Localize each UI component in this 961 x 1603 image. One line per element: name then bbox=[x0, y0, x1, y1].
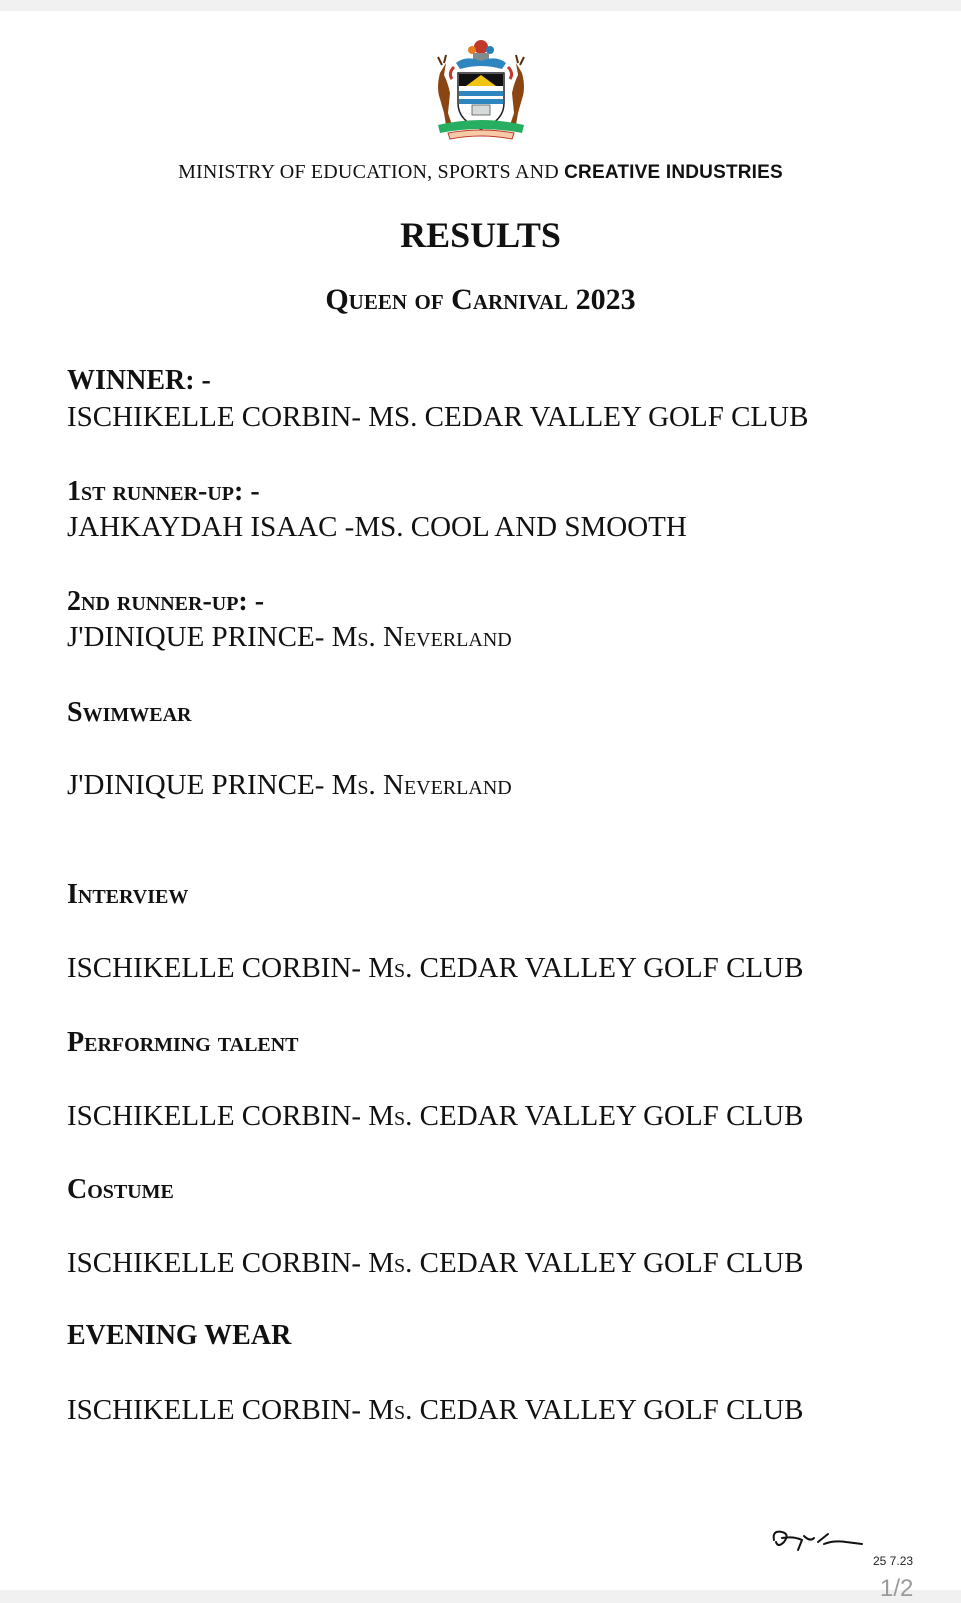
first-runner-up-heading: 1st runner-up: - bbox=[67, 476, 260, 507]
page-indicator: 1/2 bbox=[880, 1575, 914, 1602]
page-subtitle: Queen of Carnival 2023 bbox=[325, 283, 636, 316]
evening-wear-name: ISCHIKELLE CORBIN- Ms. CEDAR VALLEY GOLF CLUB bbox=[67, 1394, 804, 1426]
second-runner-up-name: J'DINIQUE PRINCE- Ms. Neverland bbox=[67, 621, 512, 653]
ministry-name-regular: MINISTRY OF EDUCATION, SPORTS AND bbox=[178, 161, 565, 183]
swimwear-heading: Swimwear bbox=[67, 697, 192, 728]
swimwear-name: J'DINIQUE PRINCE- Ms. Neverland bbox=[67, 769, 512, 801]
ministry-name bbox=[0, 161, 961, 184]
costume-heading: Costume bbox=[67, 1174, 174, 1205]
signature-icon bbox=[768, 1516, 868, 1556]
signature-date: 25 7.23 bbox=[873, 1554, 914, 1568]
evening-wear-heading: EVENING WEAR bbox=[67, 1320, 292, 1351]
interview-name: ISCHIKELLE CORBIN- Ms. CEDAR VALLEY GOLF CLUB bbox=[67, 952, 804, 984]
ministry-name-bold: CREATIVE INDUSTRIES bbox=[564, 162, 783, 183]
first-runner-up-name: JAHKAYDAH ISAAC -MS. COOL AND SMOOTH bbox=[67, 511, 687, 543]
costume-name: ISCHIKELLE CORBIN- Ms. CEDAR VALLEY GOLF CLUB bbox=[67, 1247, 804, 1279]
second-runner-up-heading: 2nd runner-up: - bbox=[67, 586, 265, 617]
coat-of-arms-icon bbox=[426, 33, 536, 143]
performing-talent-name: ISCHIKELLE CORBIN- Ms. CEDAR VALLEY GOLF CLUB bbox=[67, 1100, 804, 1132]
winner-heading: WINNER: - bbox=[67, 365, 211, 396]
page-title: RESULTS bbox=[400, 215, 561, 255]
document-page bbox=[0, 11, 961, 1602]
interview-heading: Interview bbox=[67, 879, 189, 910]
performing-talent-heading: Performing talent bbox=[67, 1027, 299, 1058]
winner-name: ISCHIKELLE CORBIN- MS. CEDAR VALLEY GOLF CLUB bbox=[67, 401, 809, 433]
